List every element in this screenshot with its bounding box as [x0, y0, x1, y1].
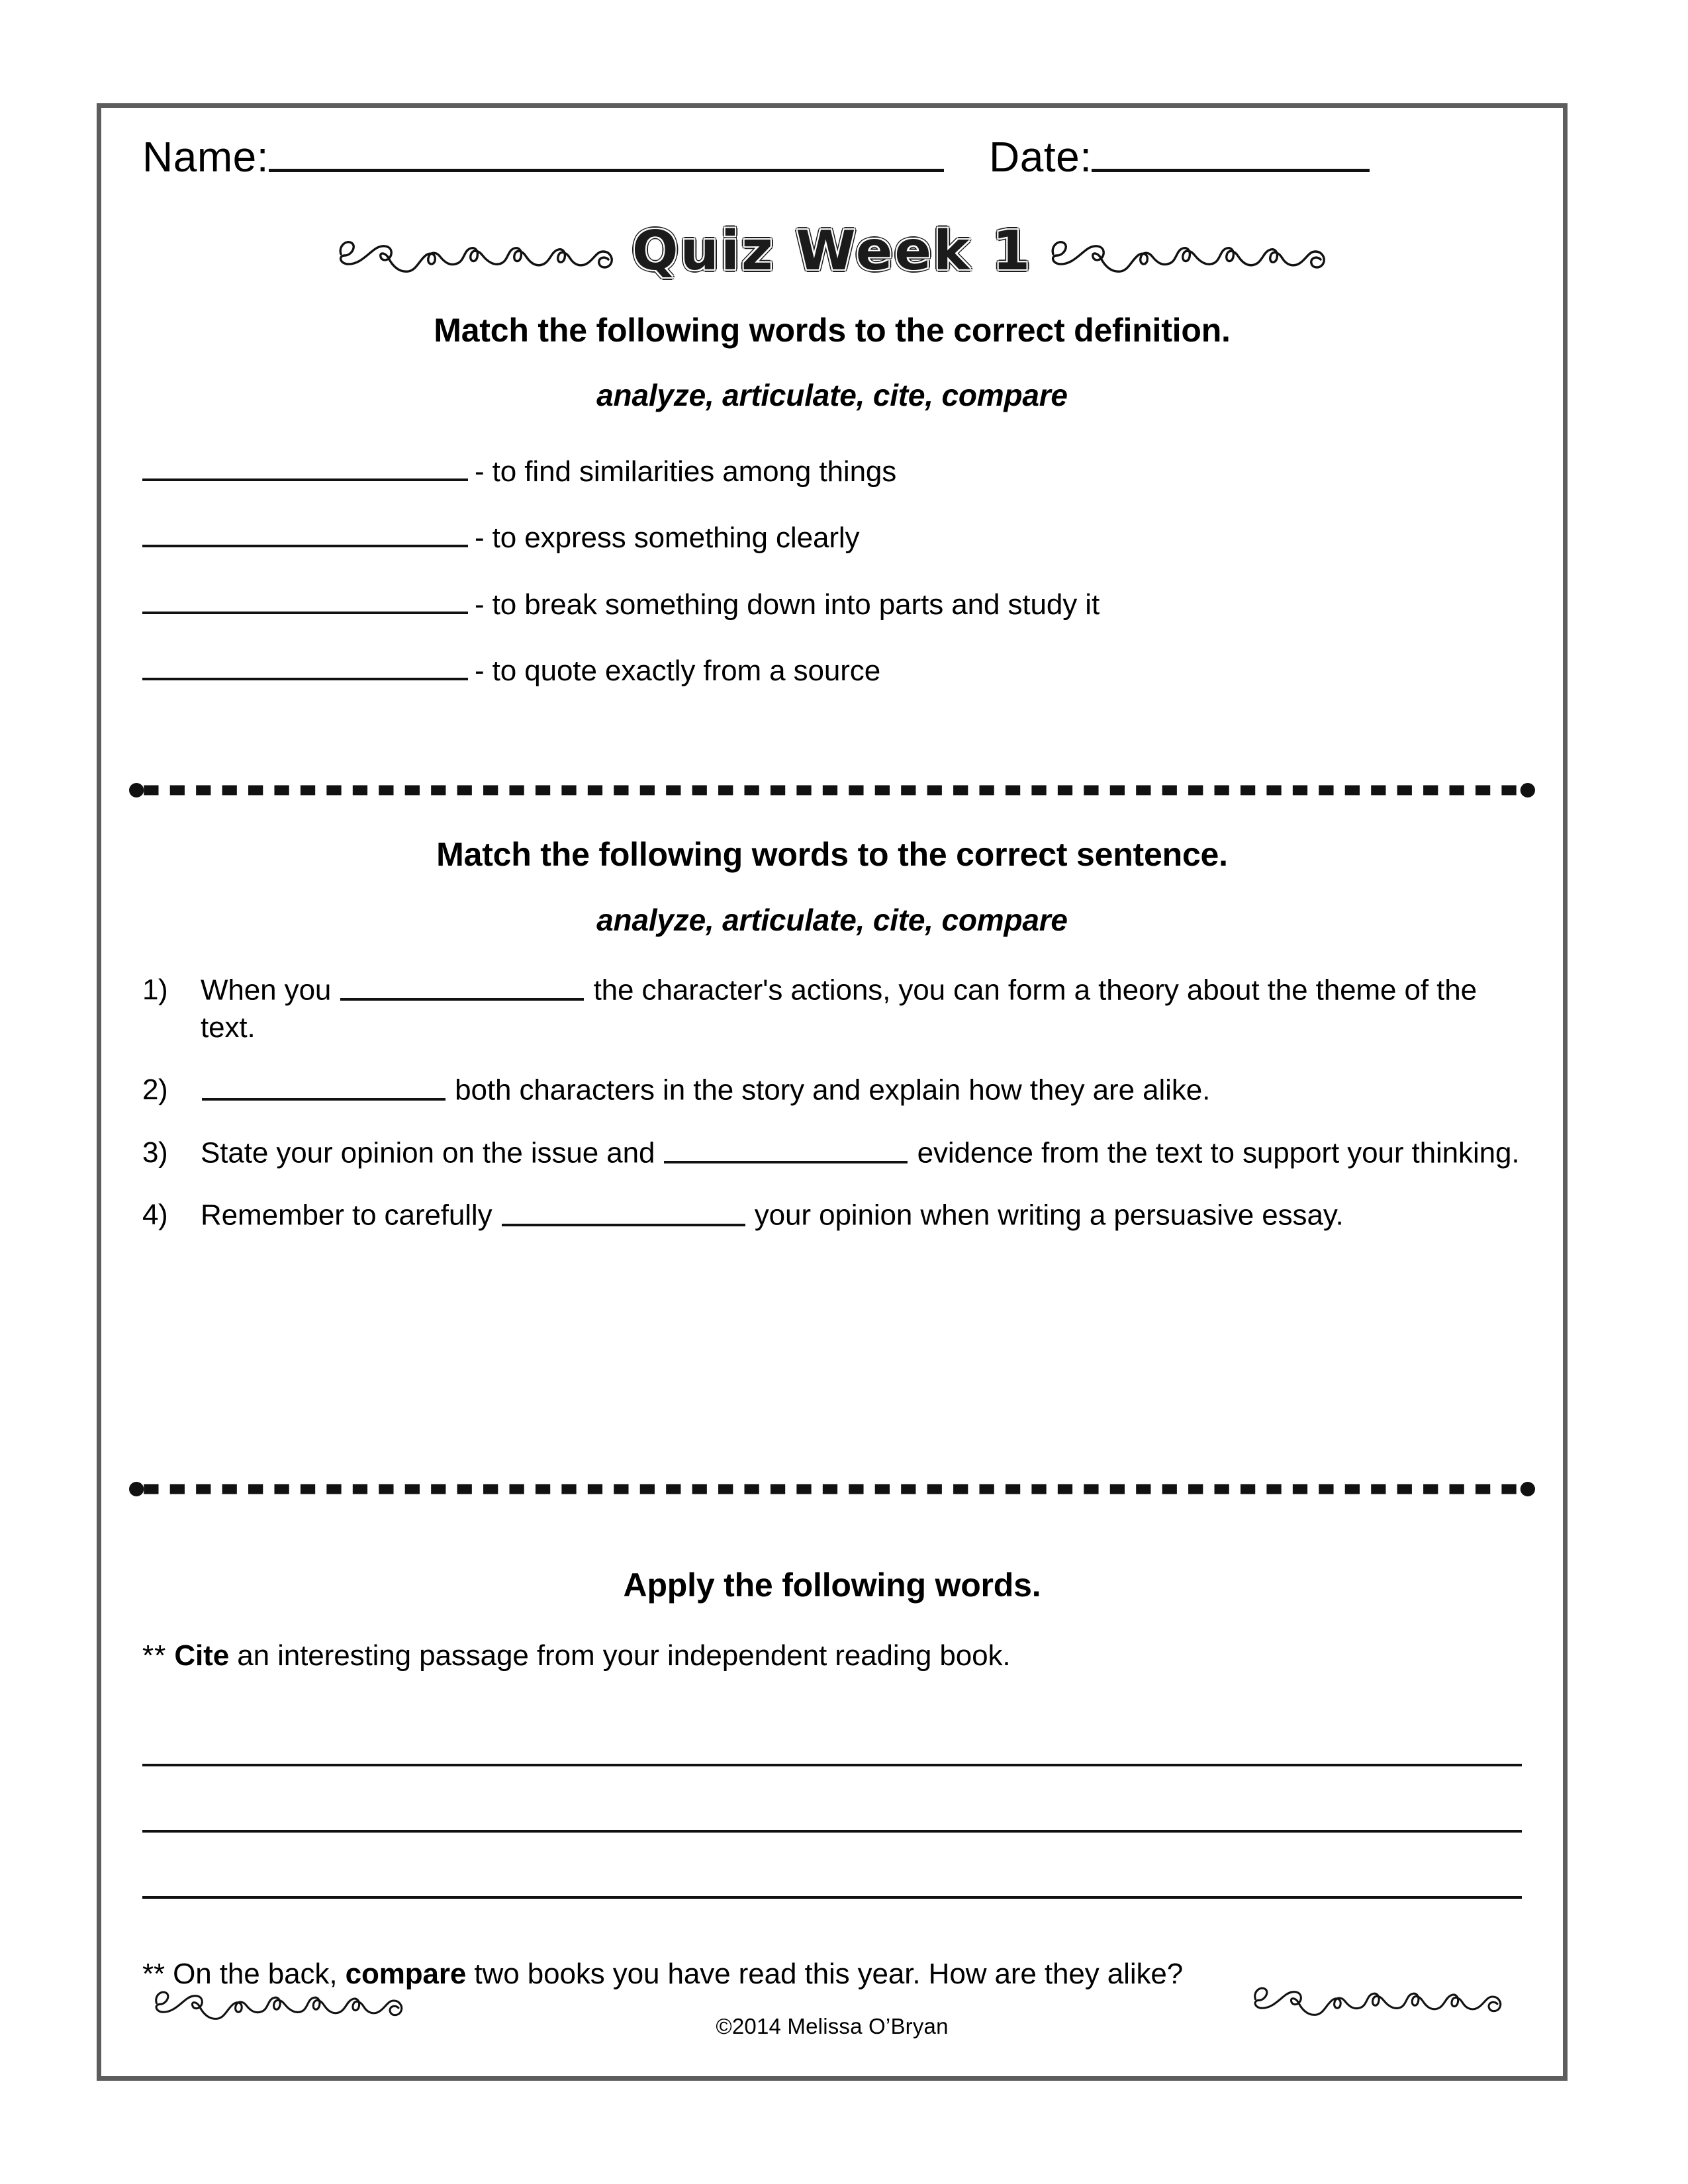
sentence-row: [142, 972, 1522, 1046]
dashed-cut-line-icon: [129, 1480, 1535, 1498]
sentence-answer-blank[interactable]: [202, 1071, 445, 1101]
sentence-text-after: your opinion when writing a persuasive essay.: [754, 1199, 1344, 1232]
dashed-cut-line-icon: [129, 782, 1535, 799]
sentence-body: [201, 1197, 1522, 1234]
sentence-row: [142, 1071, 1522, 1109]
sentence-body: [201, 1071, 1522, 1109]
sentence-body: [201, 972, 1522, 1046]
definition-text: - to quote exactly from a source: [475, 654, 881, 687]
apply-footnote-after: two books you have read this year. How are they alike?: [474, 1957, 1184, 1990]
definition-row: [142, 649, 1522, 687]
copyright-notice: ©2014 Melissa O’Bryan: [716, 2014, 949, 2038]
sentence-row: [142, 1197, 1522, 1234]
worksheet-content: [101, 108, 1563, 2076]
apply-prompt-stars: **: [142, 1639, 167, 1672]
sentence-text-after: the character's actions, you can form a theory about the theme of the text.: [201, 974, 1477, 1044]
apply-prompt-text: an interesting passage from your independent reading book.: [237, 1639, 1011, 1672]
apply-prompt: [142, 1637, 1522, 1674]
apply-writing-lines: [142, 1711, 1522, 1899]
definition-text: - to express something clearly: [475, 522, 860, 555]
name-date-row: [142, 133, 1522, 181]
apply-footnote-stars: **: [142, 1957, 165, 1990]
date-write-in-line[interactable]: [1092, 168, 1370, 172]
definitions-list: [142, 449, 1522, 688]
section-definitions: [142, 308, 1522, 715]
sentence-answer-blank[interactable]: [340, 972, 584, 1001]
sentence-text-before: When you: [201, 974, 332, 1007]
definition-row: [142, 449, 1522, 488]
definition-row: [142, 516, 1522, 554]
sentence-number: 2): [142, 1073, 168, 1106]
sentence-row: [142, 1134, 1522, 1172]
sentence-number: 3): [142, 1136, 168, 1169]
definition-answer-blank[interactable]: [142, 449, 468, 481]
definition-answer-blank[interactable]: [142, 649, 468, 680]
writing-line[interactable]: [142, 1833, 1522, 1899]
sentence-text-after: both characters in the story and explain how they are alike.: [455, 1073, 1211, 1107]
squiggle-flourish-icon: [337, 222, 615, 281]
definition-text: - to break something down into parts and study it: [475, 588, 1100, 621]
sentence-text-after: evidence from the text to support your thinking.: [917, 1136, 1520, 1169]
writing-line[interactable]: [142, 1766, 1522, 1833]
sentence-body: [201, 1134, 1522, 1172]
definition-answer-blank[interactable]: [142, 516, 468, 547]
sentences-word-bank: analyze, articulate, cite, compare: [596, 902, 1068, 937]
sentence-text-before: Remember to carefully: [201, 1199, 492, 1232]
date-label: Date:: [989, 133, 1092, 181]
name-write-in-line[interactable]: [269, 168, 944, 172]
sentence-answer-blank[interactable]: [664, 1134, 908, 1163]
page-footer: [142, 1956, 1522, 2062]
definition-answer-blank[interactable]: [142, 582, 468, 614]
definitions-word-bank: analyze, articulate, cite, compare: [596, 377, 1068, 412]
squiggle-flourish-icon: [1049, 222, 1327, 281]
title-band: [142, 208, 1522, 295]
apply-heading: Apply the following words.: [623, 1567, 1041, 1604]
section-sentences: [142, 837, 1522, 1259]
sentence-number: 4): [142, 1199, 168, 1232]
sentence-answer-blank[interactable]: [502, 1197, 745, 1226]
worksheet-page: [97, 103, 1568, 2081]
section-apply: [142, 1537, 1522, 1992]
apply-footnote-keyword: compare: [345, 1957, 467, 1990]
sentence-text-before: State your opinion on the issue and: [201, 1136, 655, 1169]
apply-footnote-before: On the back,: [173, 1957, 338, 1990]
definition-text: - to find similarities among things: [475, 455, 897, 488]
writing-line[interactable]: [142, 1711, 1522, 1766]
apply-prompt-keyword: Cite: [174, 1639, 230, 1672]
sentences-list: [142, 972, 1522, 1234]
sentence-number: 1): [142, 973, 168, 1006]
page-title: Quiz Week 1: [632, 220, 1033, 283]
sentences-heading: Match the following words to the correct sentence.: [436, 836, 1228, 873]
name-label: Name:: [142, 133, 269, 181]
definitions-heading: Match the following words to the correct definition.: [434, 312, 1231, 349]
definition-row: [142, 582, 1522, 621]
